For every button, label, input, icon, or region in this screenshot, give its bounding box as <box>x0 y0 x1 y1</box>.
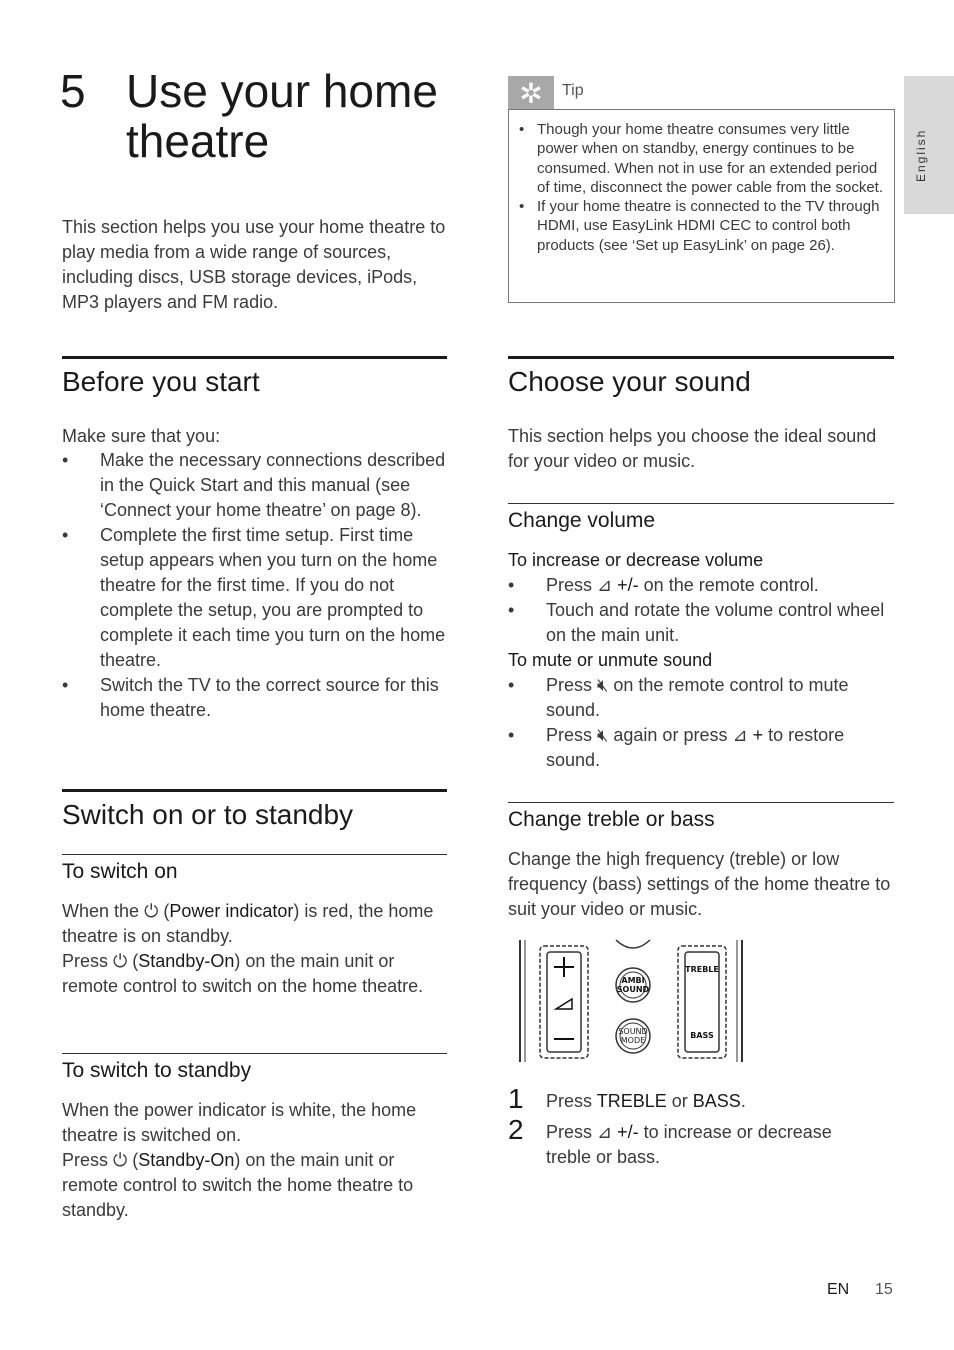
power-icon: ⏻ <box>113 1150 128 1170</box>
tip-item: • If your home theatre is connected to the TV through HDMI, use EasyLink HDMI CEC to control both products (see ‘Set up EasyLink’ on page 26). <box>519 198 880 254</box>
intro-paragraph: This section helps you use your home theatre to play media from a wide range of sources, including discs, USB storage devices, iPods, MP3 players and FM radio. <box>62 217 446 312</box>
choose-sound-heading: Choose your sound <box>508 366 751 397</box>
list-item: • Touch and rotate the volume control wheel on the main unit. <box>508 600 885 645</box>
subsection-divider <box>508 503 894 504</box>
treble-label: TREBLE <box>685 965 719 974</box>
subsection-divider <box>62 854 447 855</box>
mute-icon: 🔇︎ <box>597 725 609 745</box>
bass-label: BASS <box>690 1031 714 1040</box>
list-item: • Press 🔇︎ on the remote control to mute sound. <box>508 675 849 720</box>
step-text: Press TREBLE or BASS. <box>546 1091 746 1111</box>
ambi-label: AMBI <box>621 976 645 985</box>
sound-mode-label: MODE <box>620 1036 646 1045</box>
subsection-divider <box>62 1053 447 1054</box>
mute-subheading: To mute or unmute sound <box>508 650 713 670</box>
section-divider <box>62 789 447 792</box>
list-item: • Press 🔇︎ again or press ⊿ + to restore sound. <box>508 725 845 770</box>
power-icon: ⏻ <box>113 951 128 971</box>
volume-list <box>508 573 894 648</box>
treble-intro: Change the high frequency (treble) or low frequency (bass) settings of the home theatre to suit your video or music. <box>508 849 891 919</box>
section-divider <box>508 356 894 359</box>
before-start-list <box>62 448 447 723</box>
volume-icon <box>556 999 572 1009</box>
page-number: 15 <box>875 1281 893 1298</box>
tip-item: • Though your home theatre consumes very little power when on standby, energy continues to be consumed. When not in use for an extended period of time, disconnect the power cable from the socket. <box>519 121 884 196</box>
treble-heading: Change treble or bass <box>508 808 715 831</box>
tip-box <box>508 109 895 303</box>
volume-heading: Change volume <box>508 509 656 532</box>
control-panel-illustration <box>516 938 748 1066</box>
volume-subheading: To increase or decrease volume <box>508 550 764 570</box>
list-item: • Complete the first time setup. First time setup appears when you turn on the home theatre for the first time. If you do not complete the setup, you are prompted to complete it each time you turn on the home theatre. <box>62 525 446 670</box>
list-item: • Press ⊿ +/- on the remote control. <box>508 575 819 595</box>
volume-icon: ⊿ <box>597 1122 613 1142</box>
mute-icon: 🔇︎ <box>597 675 609 695</box>
ambi-label: SOUND <box>616 985 650 994</box>
switch-standby-paragraph: When the power indicator is white, the home theatre is switched on. Press ⏻ (Standby-On) on the main unit or remote control to switch the home theatre to standby. <box>62 1100 417 1220</box>
section-divider <box>62 356 447 359</box>
step-number: 1 <box>508 1083 524 1114</box>
switch-heading: Switch on or to standby <box>62 799 354 830</box>
asterisk-icon: ✲ <box>508 76 554 110</box>
treble-steps <box>508 1084 894 1174</box>
language-tab-label: English <box>914 128 928 182</box>
switch-standby-heading: To switch to standby <box>62 1059 252 1082</box>
sound-mode-label: SOUND <box>618 1027 648 1036</box>
choose-sound-intro: This section helps you choose the ideal sound for your video or music. <box>508 426 877 471</box>
volume-icon: ⊿ <box>597 575 613 595</box>
tip-label: Tip <box>562 82 584 99</box>
step-text: Press ⊿ +/- to increase or decrease treble or bass. <box>546 1122 832 1167</box>
chapter-number: 5 <box>60 65 86 117</box>
footer-language: EN <box>827 1281 850 1298</box>
tip-header <box>508 76 896 110</box>
step-number: 2 <box>508 1114 524 1145</box>
before-start-heading: Before you start <box>62 366 260 397</box>
mute-list <box>508 673 894 773</box>
list-item: • Switch the TV to the correct source for this home theatre. <box>62 675 439 720</box>
before-start-lead: Make sure that you: <box>62 426 221 446</box>
power-icon: ⏻ <box>144 901 159 921</box>
chapter-title: Use your home theatre <box>126 65 438 167</box>
volume-icon: ⊿ <box>732 725 748 745</box>
list-item: • Make the necessary connections described in the Quick Start and this manual (see ‘Connect your home theatre’ on page 8). <box>62 450 446 520</box>
language-tab <box>904 76 954 214</box>
switch-on-heading: To switch on <box>62 860 178 883</box>
subsection-divider <box>508 802 894 803</box>
switch-on-paragraph: When the ⏻ (Power indicator) is red, the home theatre is on standby. Press ⏻ (Standby-On) on the main unit or remote control to switch on the home theatre. <box>62 901 434 996</box>
